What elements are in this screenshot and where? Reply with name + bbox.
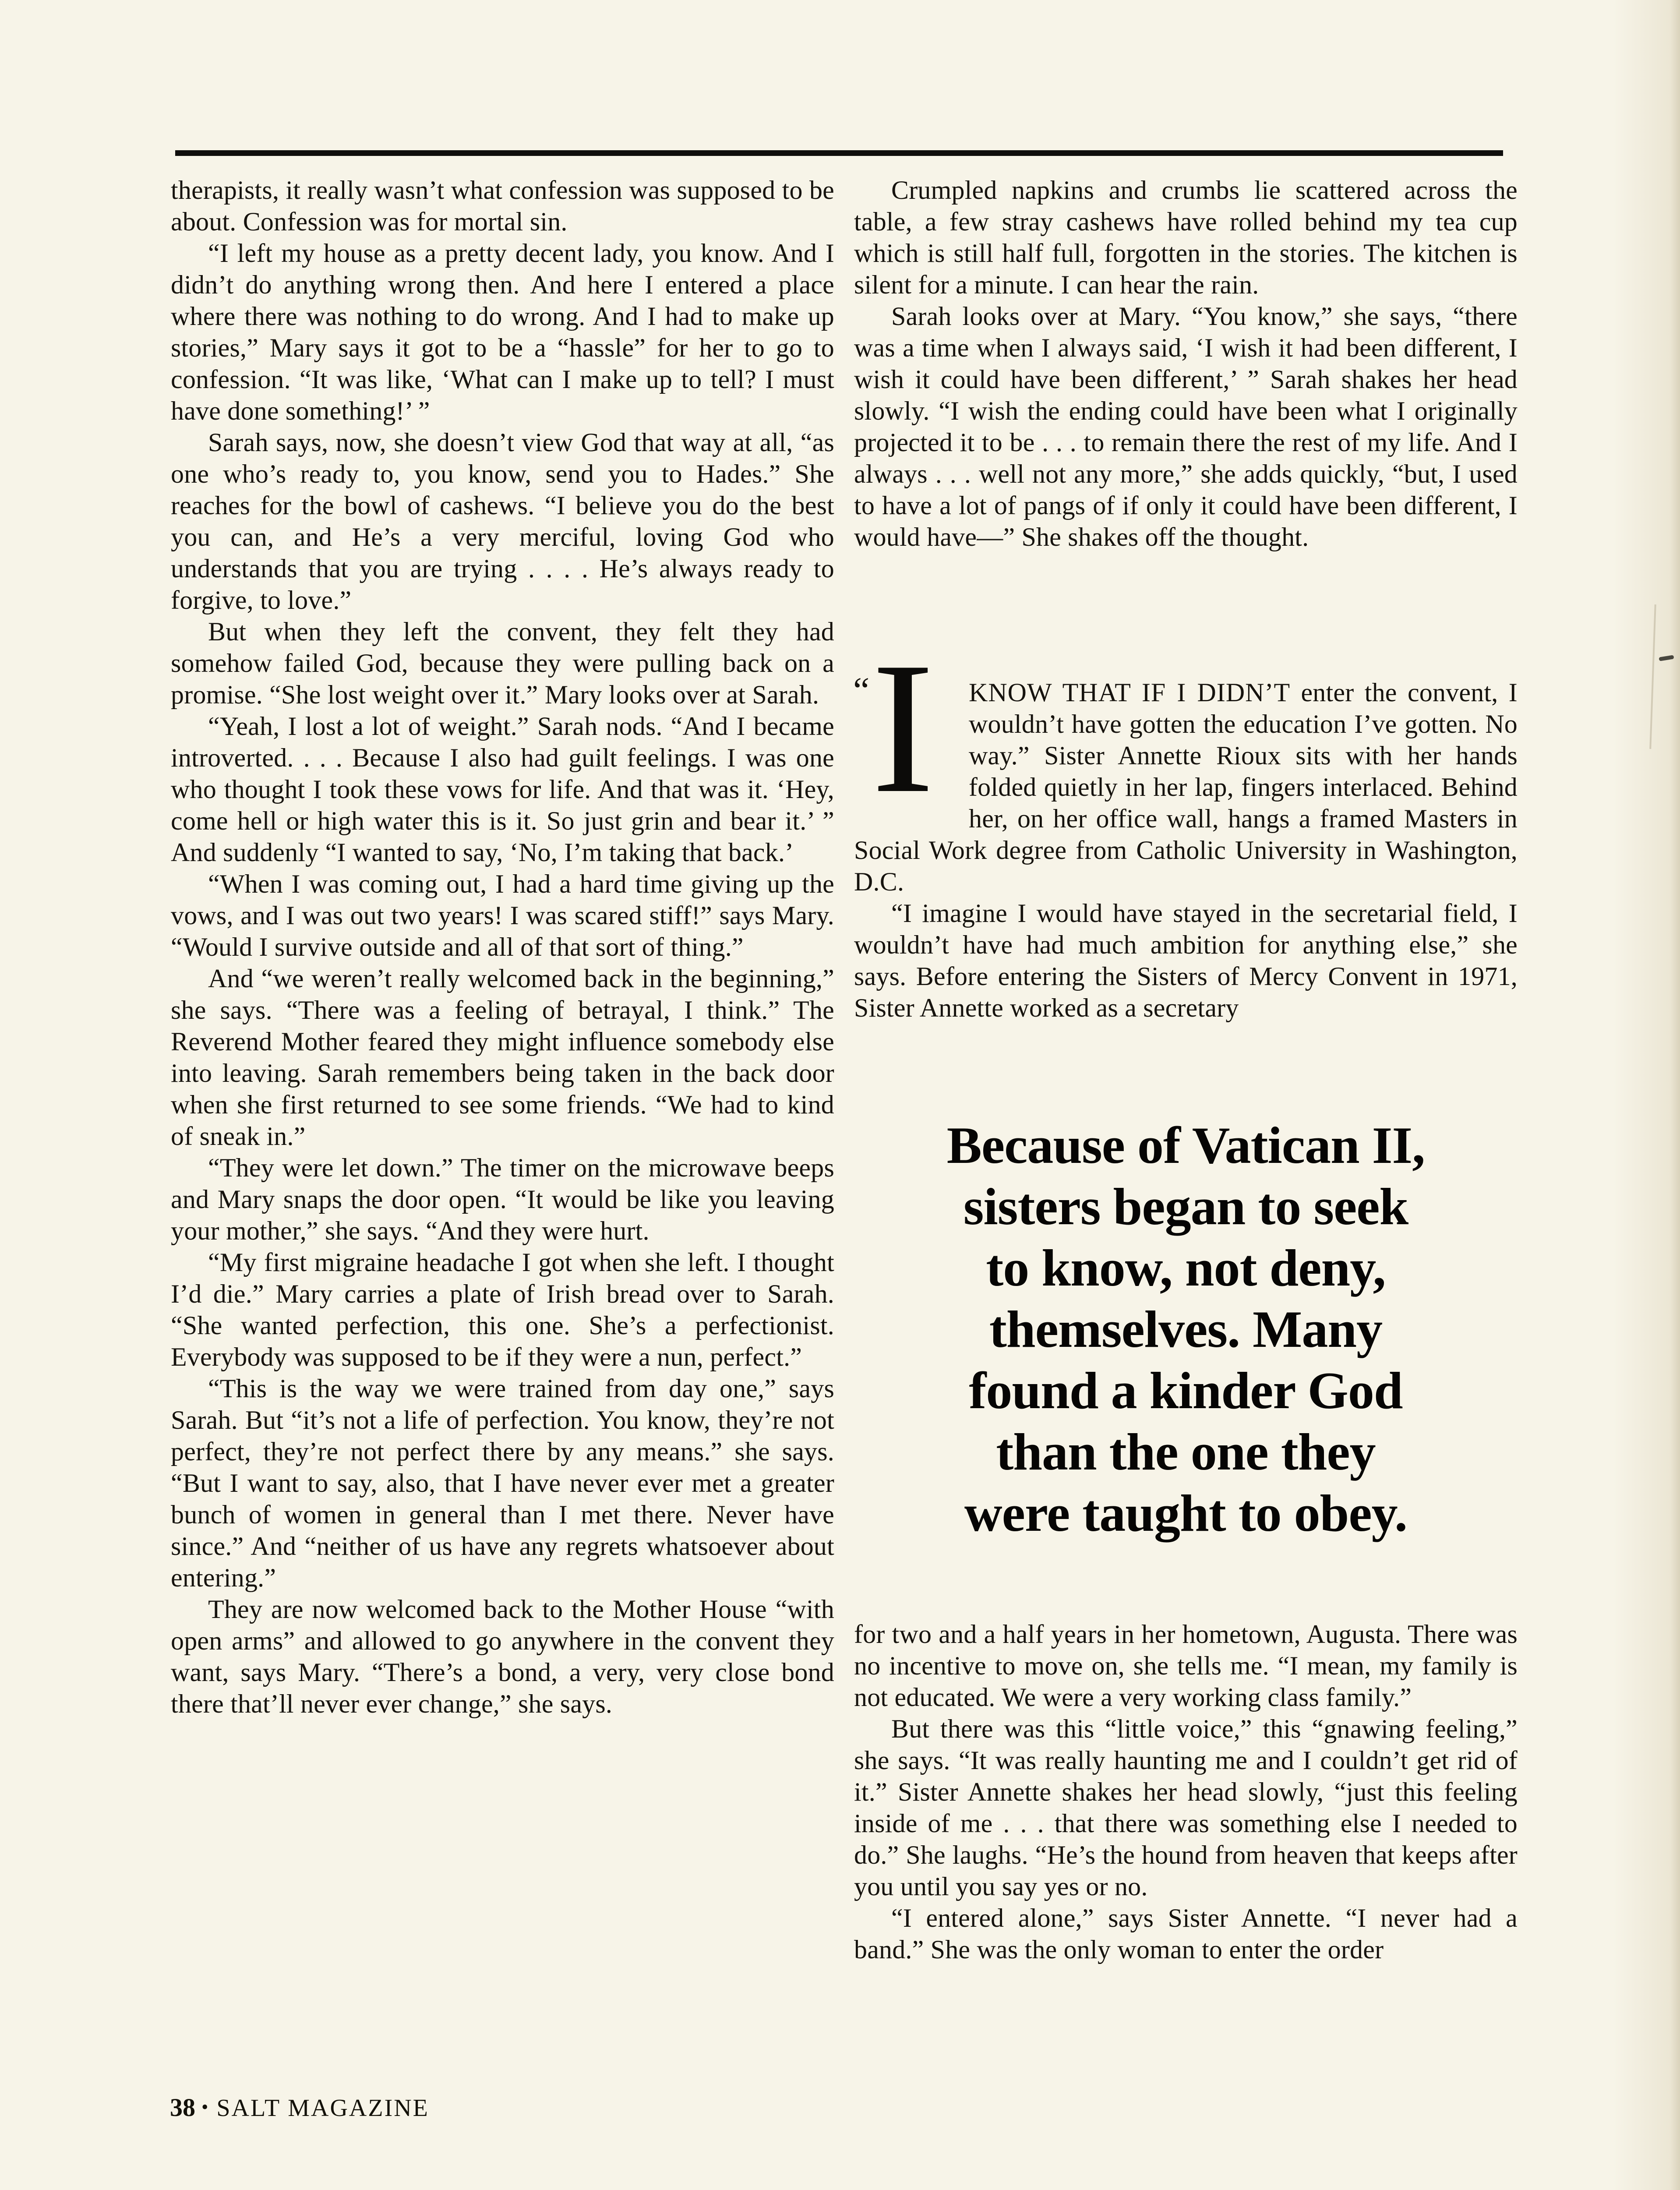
paragraph: “I entered alone,” says Sister Annette. “I never had a band.” She was the only woman to enter the order xyxy=(854,1904,1518,1964)
paragraph: But there was this “little voice,” this “gnawing feeling,” she says. “It was really haunting me and I couldn’t get rid of it.” Sister Annette shakes her head slowly, “just this feeling inside of me . . . that there was something else I needed to do.” She laughs. “He’s the hound from heaven that keeps after you until you say yes or no. xyxy=(854,1714,1518,1901)
right-column-dropcap-section xyxy=(853,624,1518,1024)
paragraph: Sarah looks over at Mary. “You know,” she says, “there was a time when I always said, ‘I wish it had been different, I wish it could have been different,’ ” Sarah shakes her head slowly. “I wish the ending could have been what I originally projected it to be . . . to remain there the rest of my life. And I always . . . well not any more,” she adds quickly, “but, I used to have a lot of pangs of if only it could have been different, I would have—” She shakes off the thought. xyxy=(854,302,1518,551)
paragraph: “My first migraine headache I got when she left. I thought I’d die.” Mary carries a plate of Irish bread over to Sarah. “She wanted perfection, this one. She’s a perfectionist. Everybody was supposed to be if they were a nun, perfect.” xyxy=(171,1248,834,1371)
paragraph: “They were let down.” The timer on the microwave beeps and Mary snaps the door open. “It would be like you leaving your mother,” she says. “And they were hurt. xyxy=(171,1153,834,1245)
scan-edge-scratch xyxy=(1649,604,1656,749)
pull-quote-line: sisters began to seek xyxy=(963,1177,1408,1236)
dropcap-letter: I xyxy=(872,624,935,832)
bullet-separator: • xyxy=(201,2096,209,2118)
paragraph: therapists, it really wasn’t what confession was supposed to be about. Confession was for mortal sin. xyxy=(171,176,834,236)
paragraph: They are now welcomed back to the Mother House “with open arms” and allowed to go anywhere in the convent they want, says Mary. “There’s a bond, a very, very close bond there that’ll never ever change,” she says. xyxy=(171,1595,834,1718)
pull-quote-line: themselves. Many xyxy=(989,1300,1383,1358)
open-quote-mark: “ xyxy=(853,670,870,711)
pull-quote-line: found a kinder God xyxy=(969,1361,1403,1420)
paragraph: for two and a half years in her hometown, Augusta. There was no incentive to move on, she tells me. “I mean, my family is not educated. We were a very working class family.” xyxy=(854,1620,1518,1712)
paragraph: “This is the way we were trained from day one,” says Sarah. But “it’s not a life of perfection. You know, they’re not perfect, they’re not perfect there by any means.” she says. “But I want to say, also, that I have never ever met a greater bunch of women in general than I met there. Never have since.” And “neither of us have any regrets whatsoever about entering.” xyxy=(171,1374,834,1592)
paragraph: Sarah says, now, she doesn’t view God that way at all, “as one who’s ready to, you know, send you to Hades.” She reaches for the bowl of cashews. “I believe you do the best you can, and He’s a very merciful, loving God who understands that you are trying . . . . He’s always ready to forgive, to love.” xyxy=(171,428,834,615)
left-column xyxy=(171,174,834,1720)
page-number: 38 xyxy=(170,2093,195,2122)
dropcap-paragraph xyxy=(853,624,1518,897)
pull-quote-line: were taught to obey. xyxy=(964,1484,1407,1542)
paragraph: And “we weren’t really welcomed back in the beginning,” she says. “There was a feeling of betrayal, I think.” The Reverend Mother feared they might influence somebody else into leaving. Sarah remembers being taken in the back door when she first returned to see some friends. “We had to kind of sneak in.” xyxy=(171,964,834,1151)
right-column-bottom xyxy=(854,1618,1518,1965)
right-column-top xyxy=(854,174,1518,553)
dropcap-paragraph-text: enter the convent, I wouldn’t have gotten the education I’ve gotten. No way.” Sister Annette Rioux sits with her hands folded quietly in her lap, fingers interlaced. Behind her, on her office wall, hangs a framed Masters in Social Work degree from Catholic University in Washington, D.C. xyxy=(854,678,1518,896)
pull-quote xyxy=(854,1115,1518,1544)
paragraph: “I imagine I would have stayed in the secretarial field, I wouldn’t have had much ambition for anything else,” she says. Before entering the Sisters of Mercy Convent in 1971, Sister Annette worked as a secretary xyxy=(854,899,1518,1022)
top-rule xyxy=(175,150,1503,156)
paragraph: “When I was coming out, I had a hard time giving up the vows, and I was out two years! I was scared stiff!” says Mary. “Would I survive outside and all of that sort of thing.” xyxy=(171,869,834,961)
paragraph: “Yeah, I lost a lot of weight.” Sarah nods. “And I became introverted. . . . Because I also had guilt feelings. I was one who thought I took these vows for life. And that was it. ‘Hey, come hell or high water this is it. So just grin and bear it.’ ” And suddenly “I wanted to say, ‘No, I’m taking that back.’ xyxy=(171,712,834,867)
lead-in-caps: KNOW THAT IF I DIDN’T xyxy=(969,678,1291,707)
magazine-name: SALT MAGAZINE xyxy=(216,2095,429,2122)
paragraph: “I left my house as a pretty decent lady, you know. And I didn’t do anything wrong then. And here I entered a place where there was nothing to do wrong. And I had to make up stories,” Mary says it got to be a “hassle” for her to go to confession. “It was like, ‘What can I make up to tell? I must have done something!’ ” xyxy=(171,239,834,425)
pull-quote-line: than the one they xyxy=(996,1423,1376,1481)
page-footer xyxy=(170,2093,429,2122)
pull-quote-line: to know, not deny, xyxy=(986,1239,1386,1297)
scan-edge-tick xyxy=(1659,655,1674,661)
pull-quote-line: Because of Vatican II, xyxy=(946,1116,1425,1174)
paragraph: Crumpled napkins and crumbs lie scattered across the table, a few stray cashews have rolled behind my tea cup which is still half full, forgotten in the stories. The kitchen is silent for a minute. I can hear the rain. xyxy=(854,176,1518,299)
paragraph: But when they left the convent, they felt they had somehow failed God, because they were pulling back on a promise. “She lost weight over it.” Mary looks over at Sarah. xyxy=(171,617,834,709)
dropcap-block xyxy=(853,624,969,832)
